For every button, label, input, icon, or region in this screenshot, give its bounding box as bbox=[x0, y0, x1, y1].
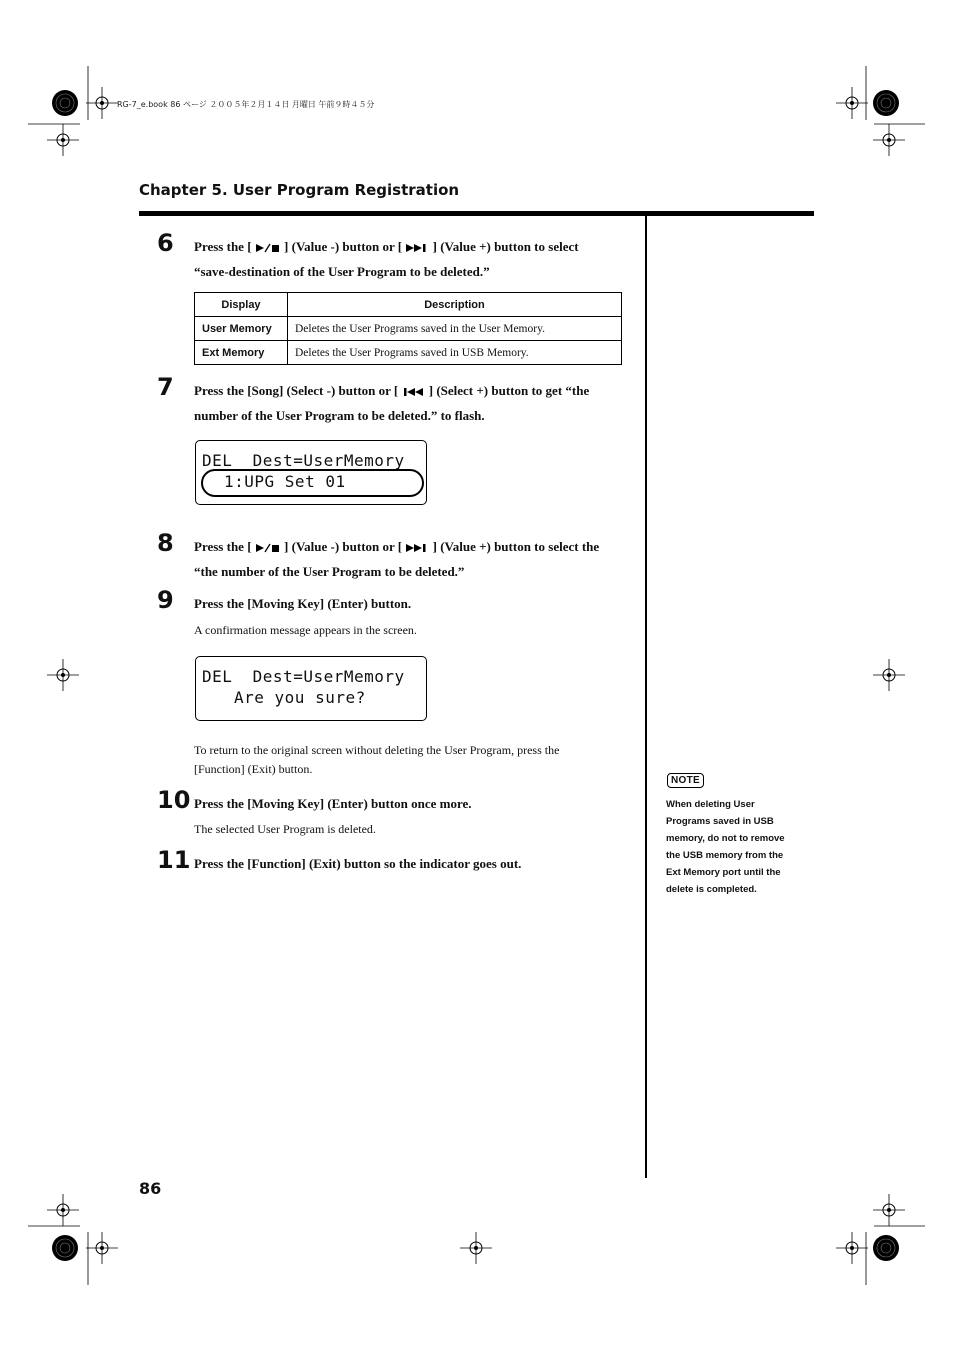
step-number: 9 bbox=[157, 586, 174, 614]
note-line: When deleting User bbox=[666, 799, 755, 810]
step-text-part: ] (Select +) button to get “the bbox=[428, 383, 590, 398]
return-note-line: To return to the original screen without deleting the User Program, press the bbox=[194, 743, 560, 757]
note-line: delete is completed. bbox=[666, 884, 757, 895]
step-number: 8 bbox=[157, 529, 174, 557]
note-line: memory, do not to remove bbox=[666, 833, 785, 844]
step-text-part: Press the [ bbox=[194, 539, 252, 554]
step-text-line2: “the number of the User Program to be deleted.” bbox=[194, 563, 465, 579]
step-text-part: Press the [ bbox=[194, 239, 252, 254]
step-text-part: ] (Value +) button to select the bbox=[432, 539, 600, 554]
step-text-part: ] (Value -) button or [ bbox=[284, 239, 403, 254]
step-text-part: ] (Value +) button to select bbox=[432, 239, 579, 254]
note-line: Programs saved in USB bbox=[666, 816, 774, 827]
lcd-line-1: DEL Dest=UserMemory bbox=[202, 451, 405, 470]
note-line: the USB memory from the bbox=[666, 850, 784, 861]
step-number: 11 bbox=[157, 846, 191, 874]
step-9-note: A confirmation message appears in the screen. bbox=[194, 623, 417, 637]
step-text-line2: “save-destination of the User Program to be deleted.” bbox=[194, 263, 490, 279]
table-cell: Deletes the User Programs saved in USB Memory. bbox=[288, 341, 622, 365]
return-note-line: [Function] (Exit) button. bbox=[194, 762, 313, 776]
table-header: Description bbox=[288, 293, 622, 317]
step-10-note: The selected User Program is deleted. bbox=[194, 822, 376, 836]
step-9-text: Press the [Moving Key] (Enter) button. bbox=[194, 596, 412, 611]
table-cell: User Memory bbox=[195, 317, 288, 341]
chapter-title: Chapter 5. User Program Registration bbox=[139, 181, 460, 199]
print-header: RG-7_e.book 86 ページ ２００５年２月１４日 月曜日 午前９時４５分 bbox=[117, 100, 375, 109]
lcd-line-2: 1:UPG Set 01 bbox=[224, 472, 346, 491]
step-text-part: Press the [Song] (Select -) button or [ bbox=[194, 383, 399, 398]
note-line: Ext Memory port until the bbox=[666, 867, 781, 878]
step-text-line2: number of the User Program to be deleted.” to flash. bbox=[194, 407, 485, 423]
page-number: 86 bbox=[139, 1179, 162, 1198]
lcd-line-1: DEL Dest=UserMemory bbox=[202, 667, 405, 686]
step-11-text: Press the [Function] (Exit) button so the indicator goes out. bbox=[194, 856, 522, 871]
table-cell: Ext Memory bbox=[195, 341, 288, 365]
table-cell: Deletes the User Programs saved in the User Memory. bbox=[288, 317, 622, 341]
step-number: 6 bbox=[157, 229, 174, 257]
step-number: 7 bbox=[157, 373, 174, 401]
step-text-part: ] (Value -) button or [ bbox=[284, 539, 403, 554]
table-header: Display bbox=[195, 293, 288, 317]
note-badge: NOTE bbox=[667, 773, 704, 788]
step-number: 10 bbox=[157, 786, 191, 814]
step-10-text: Press the [Moving Key] (Enter) button once more. bbox=[194, 796, 472, 811]
lcd-line-2: Are you sure? bbox=[234, 688, 366, 707]
